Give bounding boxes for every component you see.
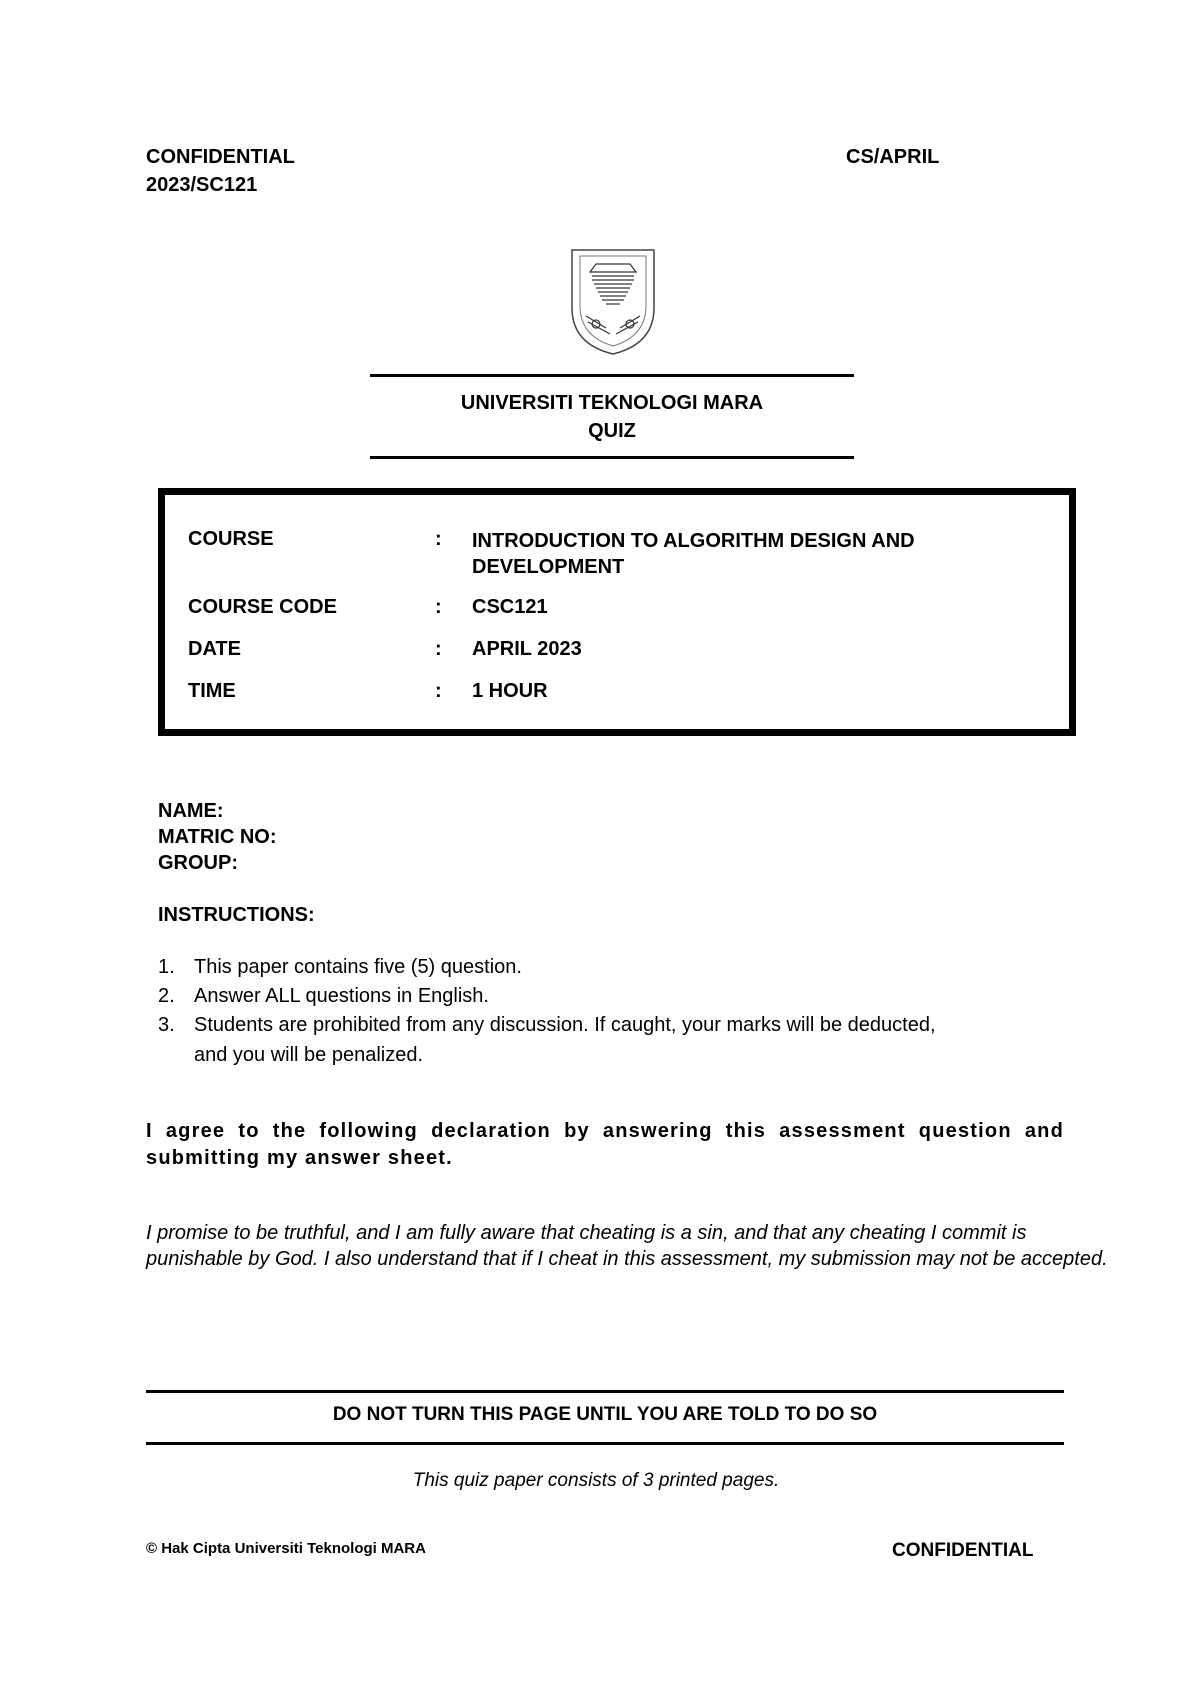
header-confidential: CONFIDENTIAL <box>146 146 295 168</box>
copyright: © Hak Cipta Universiti Teknologi MARA <box>146 1540 426 1557</box>
instruction-number: 2. <box>158 985 175 1007</box>
instruction-number: 3. <box>158 1014 175 1036</box>
course-value: INTRODUCTION TO ALGORITHM DESIGN AND DEVELOPMENT <box>472 530 915 578</box>
course-label: COURSE <box>188 528 274 550</box>
instruction-text: This paper contains five (5) question. <box>194 956 522 978</box>
date-label: DATE <box>188 638 241 660</box>
instructions-heading: INSTRUCTIONS: <box>158 904 315 926</box>
course-code-value: CSC121 <box>472 596 548 618</box>
uitm-crest-icon <box>566 246 660 356</box>
notice-bottom-rule <box>146 1442 1064 1445</box>
header-cs-april: CS/APRIL <box>846 146 940 168</box>
institution-name: UNIVERSITI TEKNOLOGI MARA <box>460 392 764 414</box>
declaration-statement: I agree to the following declaration by answering this assessment question and submitting my answer sheet. <box>146 1120 1064 1169</box>
document-type: QUIZ <box>588 420 636 442</box>
header-code: 2023/SC121 <box>146 174 258 196</box>
matric-label: MATRIC NO: <box>158 826 277 848</box>
instruction-text: Students are prohibited from any discussion. If caught, your marks will be deducted, <box>194 1014 936 1036</box>
instruction-text-continued: and you will be penalized. <box>194 1044 424 1066</box>
declaration-promise: I promise to be truthful, and I am fully aware that cheating is a sin, and that any cheating I commit is punishable by God. I also understand that if I cheat in this assessment, my submission may not be accepted. <box>146 1222 1108 1270</box>
date-value: APRIL 2023 <box>472 638 582 660</box>
course-sep: : <box>435 528 442 550</box>
instruction-text: Answer ALL questions in English. <box>194 985 489 1007</box>
time-value: 1 HOUR <box>472 680 548 702</box>
instruction-number: 1. <box>158 956 175 978</box>
do-not-turn-notice: DO NOT TURN THIS PAGE UNTIL YOU ARE TOLD TO DO SO <box>332 1404 878 1425</box>
group-label: GROUP: <box>158 852 238 874</box>
title-top-rule <box>370 374 854 377</box>
course-code-sep: : <box>435 596 442 618</box>
title-bottom-rule <box>370 456 854 459</box>
pages-note: This quiz paper consists of 3 printed pages. <box>412 1470 780 1491</box>
time-sep: : <box>435 680 442 702</box>
footer-confidential: CONFIDENTIAL <box>892 1540 1034 1561</box>
course-code-label: COURSE CODE <box>188 596 337 618</box>
time-label: TIME <box>188 680 236 702</box>
notice-top-rule <box>146 1390 1064 1393</box>
name-label: NAME: <box>158 800 224 822</box>
date-sep: : <box>435 638 442 660</box>
